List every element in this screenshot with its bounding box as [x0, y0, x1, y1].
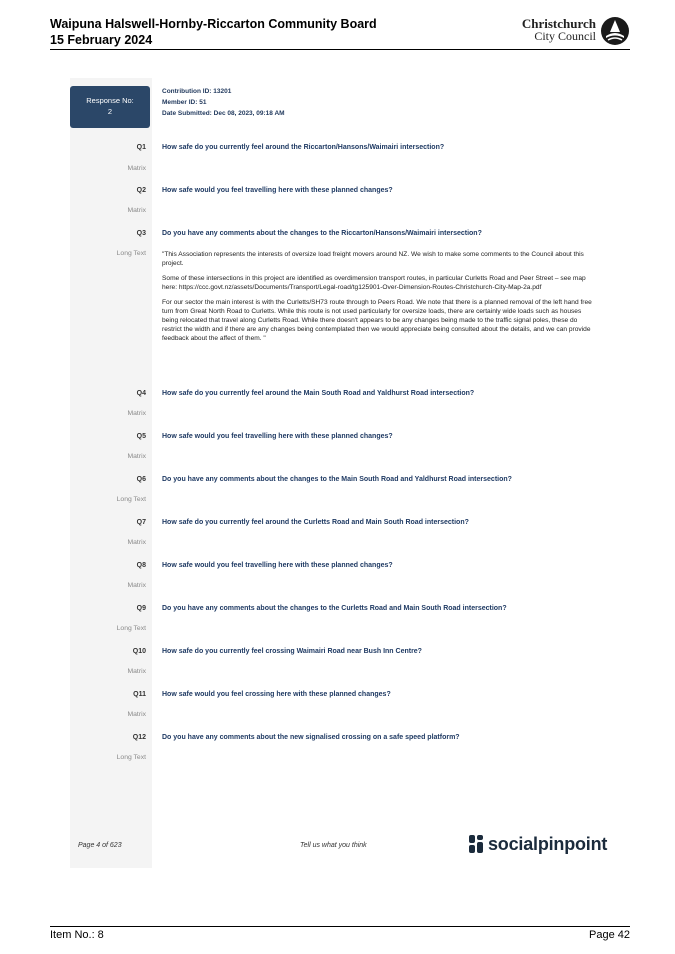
question-text: How safe do you currently feel around the Curletts Road and Main South Road intersection?	[162, 519, 469, 526]
question-row	[70, 474, 612, 486]
page-header	[50, 16, 630, 50]
logo-text-line1: Christchurch	[521, 16, 596, 31]
question-text: How safe would you feel travelling here with these planned changes?	[162, 433, 393, 440]
answer-paragraph: For our sector the main interest is with the Curletts/SH73 route through to Peers Road. We note that there is a planned removal of the left hand free turn from Great North Road to Curletts. While this route is not used particularly for oversize loads, there are certainly wide loads such as houses being relocated that travel along Curletts Road. While there doesn't appears to be any changes being made to the traffic signal poles, these do restrict the width and if there are any changes being contemplated then we would appreciate being consulted about the details, and we can provide feedback about the affect of them. "	[162, 299, 592, 342]
question-text: How safe would you feel travelling here with these planned changes?	[162, 562, 393, 569]
question-number: Q9	[136, 605, 146, 612]
contribution-id: Contribution ID: 13201	[162, 88, 232, 95]
question-text: Do you have any comments about the changes to the Curletts Road and Main South Road intersection?	[162, 605, 507, 612]
question-type: Matrix	[127, 668, 146, 675]
meeting-date: 15 February 2024	[50, 33, 153, 47]
question-text: Do you have any comments about the changes to the Main South Road and Yaldhurst Road intersection?	[162, 476, 512, 483]
question-row	[70, 388, 612, 400]
sheet-page-number: Page 4 of 623	[78, 842, 122, 849]
answer-paragraph: Some of these intersections in this project are identified as overdimension transport routes, in particular Curletts Road and Peer Street – see map here: https://ccc.govt.nz/assets/Documents/Transport/Legal-road/tg125901-Over-Dimension-Routes-Christchurch-City-Map-2a.pdf	[162, 275, 586, 291]
question-type: Matrix	[127, 410, 146, 417]
question-type: Long Text	[116, 496, 146, 503]
sheet-footer	[70, 830, 612, 860]
question-number: Q8	[136, 562, 146, 569]
response-meta	[162, 86, 285, 119]
question-type: Matrix	[127, 539, 146, 546]
question-type: Long Text	[116, 754, 146, 761]
socialpinpoint-wordmark: socialpinpoint	[488, 834, 608, 854]
long-text-answer	[162, 250, 594, 349]
question-text: How safe do you currently feel crossing Waimairi Road near Bush Inn Centre?	[162, 648, 422, 655]
question-type: Matrix	[127, 207, 146, 214]
response-sheet	[70, 78, 612, 868]
question-type: Matrix	[127, 582, 146, 589]
question-type: Long Text	[116, 625, 146, 632]
item-number: Item No.: 8	[50, 929, 104, 941]
question-text: How safe do you currently feel around the Main South Road and Yaldhurst Road intersection?	[162, 390, 475, 397]
response-label: Response No:	[86, 96, 134, 105]
question-number: Q12	[132, 734, 146, 741]
council-emblem-icon	[600, 16, 630, 46]
question-number: Q1	[136, 144, 146, 151]
page-footer	[50, 926, 630, 946]
question-row	[70, 185, 612, 197]
question-number: Q10	[132, 648, 146, 655]
question-row	[70, 560, 612, 572]
question-row	[70, 603, 612, 615]
question-row	[70, 646, 612, 658]
question-row	[70, 517, 612, 529]
page-number: Page 42	[589, 929, 630, 941]
question-number: Q4	[136, 390, 146, 397]
question-row	[70, 732, 612, 744]
question-number: Q7	[136, 519, 146, 526]
question-text: Do you have any comments about the changes to the Riccarton/Hansons/Waimairi intersection?	[162, 230, 482, 237]
question-type: Matrix	[127, 453, 146, 460]
question-type: Matrix	[127, 165, 146, 172]
question-text: How safe would you feel crossing here with these planned changes?	[162, 691, 391, 698]
response-number-box	[70, 86, 150, 128]
question-row	[70, 228, 612, 240]
council-logo	[518, 16, 630, 48]
logo-text-line2: City Council	[534, 29, 596, 43]
member-id: Member ID: 51	[162, 99, 207, 106]
question-number: Q5	[136, 433, 146, 440]
question-number: Q3	[136, 230, 146, 237]
question-row	[70, 689, 612, 701]
question-number: Q6	[136, 476, 146, 483]
sheet-tagline: Tell us what you think	[300, 842, 367, 849]
question-type: Matrix	[127, 711, 146, 718]
question-text: How safe would you feel travelling here with these planned changes?	[162, 187, 393, 194]
socialpinpoint-icon	[468, 834, 484, 854]
question-row	[70, 142, 612, 154]
header-title	[50, 16, 377, 48]
question-number: Q11	[133, 691, 146, 698]
answer-paragraph: "This Association represents the interests of oversize load freight movers around NZ. We wish to make some comments to the Council about this project.	[162, 251, 584, 267]
question-text: Do you have any comments about the new signalised crossing on a safe speed platform?	[162, 734, 460, 741]
board-name: Waipuna Halswell-Hornby-Riccarton Community Board	[50, 17, 377, 31]
question-text: How safe do you currently feel around the Riccarton/Hansons/Waimairi intersection?	[162, 144, 445, 151]
question-row	[70, 431, 612, 443]
date-submitted: Date Submitted: Dec 08, 2023, 09:18 AM	[162, 110, 285, 117]
question-type: Long Text	[116, 250, 146, 257]
response-number: 2	[107, 107, 113, 116]
question-number: Q2	[136, 187, 146, 194]
